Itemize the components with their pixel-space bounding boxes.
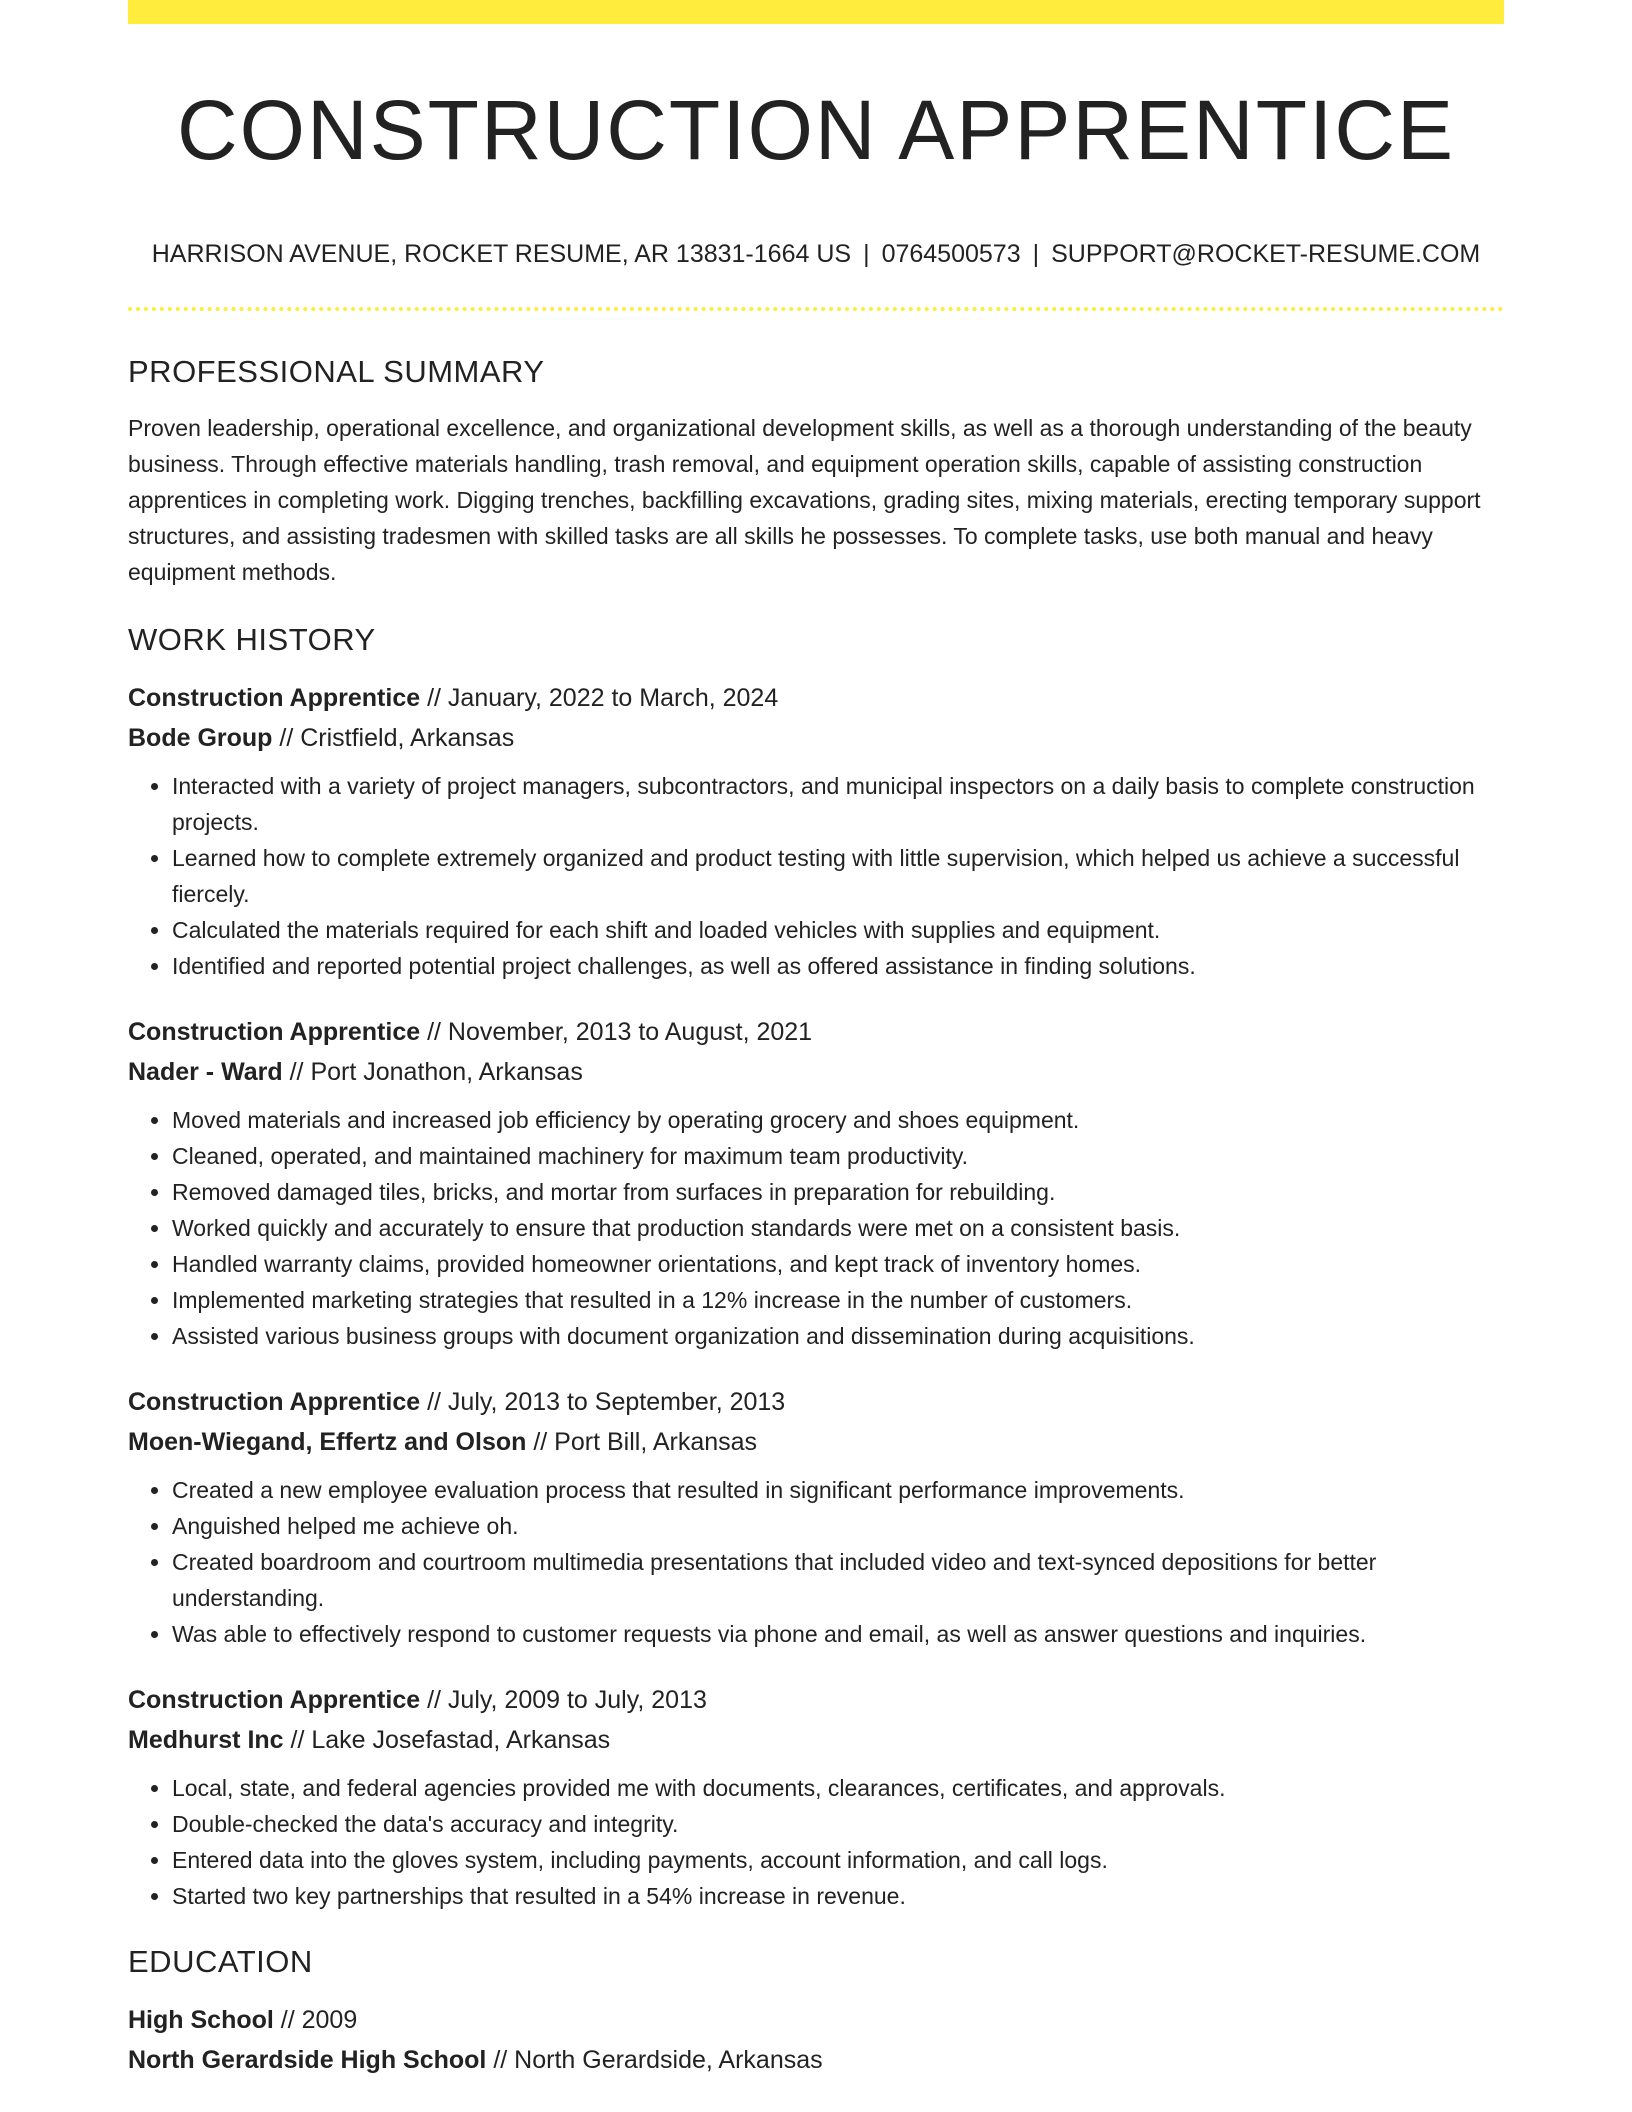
list-item: • Worked quickly and accurately to ensure that production standards were met on a consistent basis.: [172, 1210, 1504, 1246]
list-item: • Anguished helped me achieve oh.: [172, 1508, 1504, 1544]
job-title-line: [128, 678, 1504, 718]
job-bullets: [128, 1770, 1504, 1914]
list-item: • Calculated the materials required for each shift and loaded vehicles with supplies and equipment.: [172, 912, 1504, 948]
job-bullets: [128, 1472, 1504, 1652]
list-item: • Was able to effectively respond to customer requests via phone and email, as well as answer questions and inquiries.: [172, 1616, 1504, 1652]
list-item: • Assisted various business groups with document organization and dissemination during acquisitions.: [172, 1318, 1504, 1354]
job-title: Construction Apprentice: [128, 1388, 421, 1416]
job-title: Construction Apprentice: [128, 1686, 421, 1714]
job-location: // Lake Josefastad, Arkansas: [290, 1726, 611, 1754]
list-item: • Created a new employee evaluation process that resulted in significant performance improvements.: [172, 1472, 1504, 1508]
job-entry: [128, 678, 1504, 984]
job-company-line: [128, 1720, 1504, 1760]
dotted-divider: [128, 307, 1504, 311]
education-school-line: [128, 2040, 1504, 2080]
list-item: • Entered data into the gloves system, including payments, account information, and call logs.: [172, 1842, 1504, 1878]
work-history-heading: WORK HISTORY: [128, 622, 376, 657]
job-location: // Port Jonathon, Arkansas: [289, 1058, 583, 1086]
education-degree-line: [128, 2000, 1504, 2040]
contact-separator: |: [863, 240, 870, 268]
education-list: [128, 2000, 1504, 2080]
job-company-line: [128, 718, 1504, 758]
job-title: Construction Apprentice: [128, 1018, 421, 1046]
job-title-line: [128, 1382, 1504, 1422]
list-item: • Moved materials and increased job efficiency by operating grocery and shoes equipment.: [172, 1102, 1504, 1138]
list-item: • Local, state, and federal agencies provided me with documents, clearances, certificates, and approvals.: [172, 1770, 1504, 1806]
education-school: North Gerardside High School: [128, 2046, 487, 2074]
job-entry: [128, 1382, 1504, 1652]
list-item: • Double-checked the data's accuracy and integrity.: [172, 1806, 1504, 1842]
resume-content: [128, 352, 1504, 2080]
job-company-line: [128, 1422, 1504, 1462]
job-bullets: [128, 768, 1504, 984]
job-company: Nader - Ward: [128, 1058, 283, 1086]
contact-address: HARRISON AVENUE, ROCKET RESUME, AR 13831-1664 US: [151, 240, 852, 268]
job-dates: // November, 2013 to August, 2021: [427, 1018, 813, 1046]
summary-heading: PROFESSIONAL SUMMARY: [128, 354, 545, 389]
job-company: Medhurst Inc: [128, 1726, 284, 1754]
job-company: Bode Group: [128, 724, 273, 752]
list-item: • Identified and reported potential project challenges, as well as offered assistance in finding solutions.: [172, 948, 1504, 984]
job-bullets: [128, 1102, 1504, 1354]
education-heading: EDUCATION: [128, 1944, 313, 1979]
list-item: • Handled warranty claims, provided homeowner orientations, and kept track of inventory homes.: [172, 1246, 1504, 1282]
contact-line: [128, 238, 1504, 270]
education-year: // 2009: [280, 2006, 358, 2034]
work-history-list: [128, 678, 1504, 1914]
job-title-line: [128, 1680, 1504, 1720]
education-location: // North Gerardside, Arkansas: [493, 2046, 823, 2074]
list-item: • Interacted with a variety of project managers, subcontractors, and municipal inspectors on a daily basis to complete construction projects.: [172, 768, 1504, 840]
top-accent-bar: [128, 0, 1504, 24]
list-item: • Created boardroom and courtroom multimedia presentations that included video and text-synced depositions for better understanding.: [172, 1544, 1504, 1616]
job-company-line: [128, 1052, 1504, 1092]
education-degree: High School: [128, 2006, 274, 2034]
job-company: Moen-Wiegand, Effertz and Olson: [128, 1428, 527, 1456]
contact-phone: 0764500573: [881, 240, 1021, 268]
list-item: • Implemented marketing strategies that resulted in a 12% increase in the number of customers.: [172, 1282, 1504, 1318]
job-title-line: [128, 1012, 1504, 1052]
job-dates: // January, 2022 to March, 2024: [427, 684, 779, 712]
list-item: • Started two key partnerships that resulted in a 54% increase in revenue.: [172, 1878, 1504, 1914]
job-entry: [128, 1012, 1504, 1354]
job-location: // Port Bill, Arkansas: [533, 1428, 758, 1456]
contact-email: SUPPORT@ROCKET-RESUME.COM: [1051, 240, 1481, 268]
education-section: [128, 1942, 1504, 2080]
list-item: • Removed damaged tiles, bricks, and mortar from surfaces in preparation for rebuilding.: [172, 1174, 1504, 1210]
list-item: • Learned how to complete extremely organized and product testing with little supervision, which helped us achieve a successful fiercely.: [172, 840, 1504, 912]
resume-title: CONSTRUCTION APPRENTICE: [176, 83, 1456, 177]
job-title: Construction Apprentice: [128, 684, 421, 712]
job-dates: // July, 2009 to July, 2013: [427, 1686, 707, 1714]
contact-separator: |: [1032, 240, 1040, 268]
job-dates: // July, 2013 to September, 2013: [427, 1388, 786, 1416]
job-location: // Cristfield, Arkansas: [279, 724, 515, 752]
summary-text: Proven leadership, operational excellence, and organizational development skills, as well as a thorough understanding of the beauty business. Through effective materials handling, trash removal, and equipment operation skills, capable of assisting construction apprentices in completing work. Digging trenches, backfilling excavations, grading sites, mixing materials, erecting temporary support structures, and assisting tradesmen with skilled tasks are all skills he possesses. To complete tasks, use both manual and heavy equipment methods.: [128, 415, 1481, 585]
job-entry: [128, 1680, 1504, 1914]
list-item: • Cleaned, operated, and maintained machinery for maximum team productivity.: [172, 1138, 1504, 1174]
